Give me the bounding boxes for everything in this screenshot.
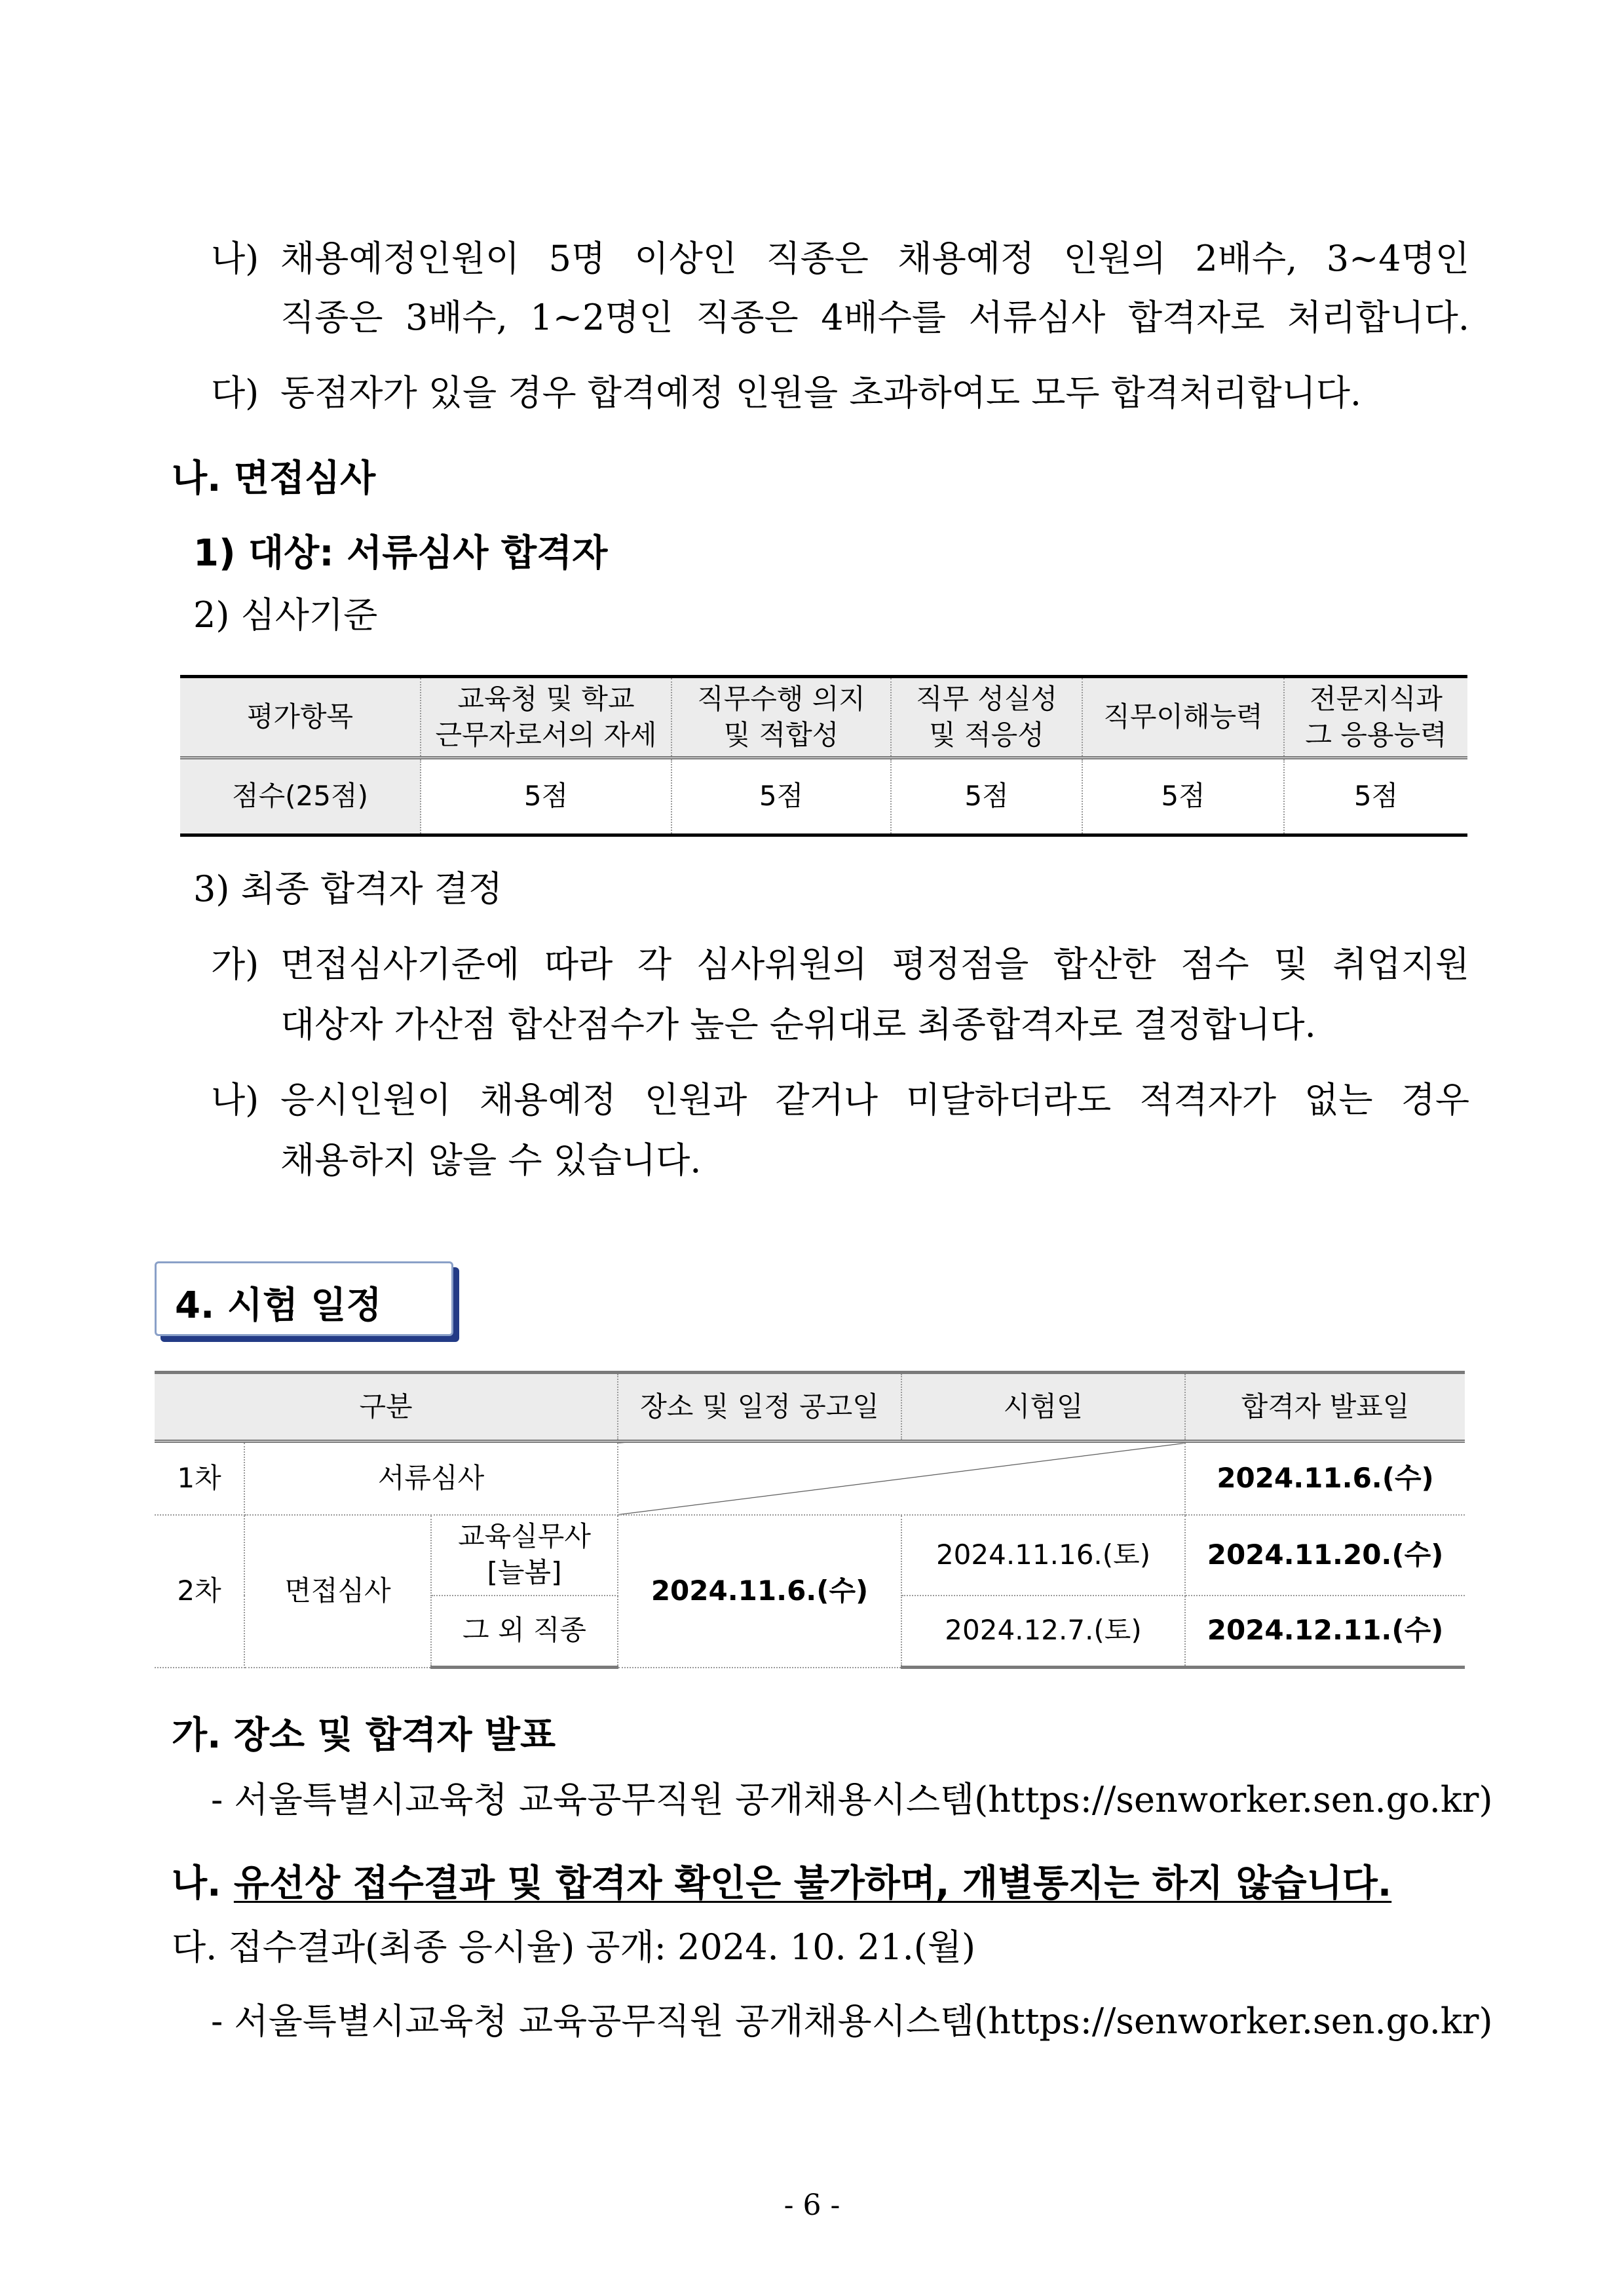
interview-target: 1) 대상: 서류심사 합격자: [193, 532, 608, 575]
table-header-cell: 직무이해능력: [1082, 677, 1284, 758]
table-cell: 2024.12.11.(수): [1185, 1596, 1465, 1668]
paragraph-line: 응시인원이 채용예정 인원과 같거나 미달하더라도 적격자가 없는 경우: [280, 1079, 1469, 1120]
table-row: [155, 1515, 1465, 1596]
system-link-text: - 서울특별시교육청 교육공무직원 공개채용시스템(https://senworker.sen.go.kr): [211, 1779, 1493, 1820]
table-cell: 2024.11.16.(토): [901, 1515, 1185, 1596]
table-cell: 2024.11.6.(수): [1185, 1442, 1465, 1515]
table-header-cell: 직무수행 의지 및 적합성: [671, 677, 891, 758]
notice-prefix: 나.: [172, 1862, 221, 1905]
schedule-table: [155, 1371, 1465, 1669]
notice-line: [172, 1854, 1391, 1907]
table-header-row: [155, 1373, 1465, 1442]
item-marker: 나): [211, 238, 259, 279]
table-cell: 2024.11.6.(수): [618, 1515, 901, 1668]
table-header-cell: 장소 및 일정 공고일: [618, 1373, 901, 1442]
table-cell: 5점: [891, 758, 1082, 835]
table-cell: 교육실무사 [늘봄]: [431, 1515, 618, 1596]
table-cell: 면접심사: [244, 1515, 431, 1668]
table-cell: 5점: [671, 758, 891, 835]
table-header-cell: 평가항목: [246, 700, 354, 733]
section-title-box: [155, 1261, 453, 1336]
table-cell: 1차: [155, 1442, 244, 1515]
item-marker: 가): [211, 944, 259, 985]
table-header-cell: 직무 성실성 및 적응성: [891, 677, 1082, 758]
table-cell: 2차: [155, 1515, 244, 1668]
table-row: [180, 758, 1467, 835]
table-cell: 점수(25점): [180, 758, 421, 835]
section-title: 4. 시험 일정: [175, 1284, 382, 1327]
paragraph-line: 대상자 가산점 합산점수가 높은 순위대로 최종합격자로 결정합니다.: [280, 1004, 1316, 1045]
paragraph-line: 동점자가 있을 경우 합격예정 인원을 초과하여도 모두 합격처리합니다.: [280, 372, 1362, 413]
notice-text: 유선상 접수결과 및 합격자 확인은 불가하며, 개별통지는 하지 않습니다.: [233, 1862, 1392, 1905]
table-cell: 그 외 직종: [431, 1596, 618, 1668]
table-header-row: [180, 677, 1467, 758]
table-cell: 5점: [1082, 758, 1284, 835]
table-header-cell: 합격자 발표일: [1185, 1373, 1465, 1442]
item-marker: 다): [211, 372, 259, 413]
page-number: - 6 -: [784, 2189, 840, 2222]
paragraph-line: 면접심사기준에 따라 각 심사위원의 평정점을 합산한 점수 및 취업지원: [280, 944, 1469, 985]
table-cell-empty: [618, 1442, 1185, 1515]
table-header-cell: 시험일: [901, 1373, 1185, 1442]
item-marker: 나): [211, 1079, 259, 1120]
paragraph-line: 채용예정인원이 5명 이상인 직종은 채용예정 인원의 2배수, 3~4명인: [280, 238, 1469, 279]
final-decision-title: 3) 최종 합격자 결정: [193, 868, 503, 909]
criteria-table: [180, 675, 1467, 837]
table-cell: 5점: [1284, 758, 1467, 835]
table-header-cell: 교육청 및 학교 근무자로서의 자세: [421, 677, 671, 758]
paragraph-line: 직종은 3배수, 1~2명인 직종은 4배수를 서류심사 합격자로 처리합니다.: [280, 297, 1469, 338]
table-header-cell: 전문지식과 그 응용능력: [1284, 677, 1467, 758]
system-link-text: - 서울특별시교육청 교육공무직원 공개채용시스템(https://senworker.sen.go.kr): [211, 2000, 1493, 2042]
table-row: [155, 1442, 1465, 1515]
table-cell: 5점: [421, 758, 671, 835]
interview-heading: 나. 면접심사: [172, 457, 376, 500]
table-cell: 서류심사: [244, 1442, 618, 1515]
paragraph-line: 채용하지 않을 수 있습니다.: [280, 1139, 702, 1181]
announce-heading: 가. 장소 및 합격자 발표: [172, 1714, 556, 1757]
results-heading: 다. 접수결과(최종 응시율) 공개: 2024. 10. 21.(월): [172, 1926, 976, 1968]
table-cell: 2024.12.7.(토): [901, 1596, 1185, 1668]
criteria-title: 2) 심사기준: [193, 594, 378, 636]
table-cell: 2024.11.20.(수): [1185, 1515, 1465, 1596]
table-header-cell: 구분: [155, 1373, 618, 1442]
